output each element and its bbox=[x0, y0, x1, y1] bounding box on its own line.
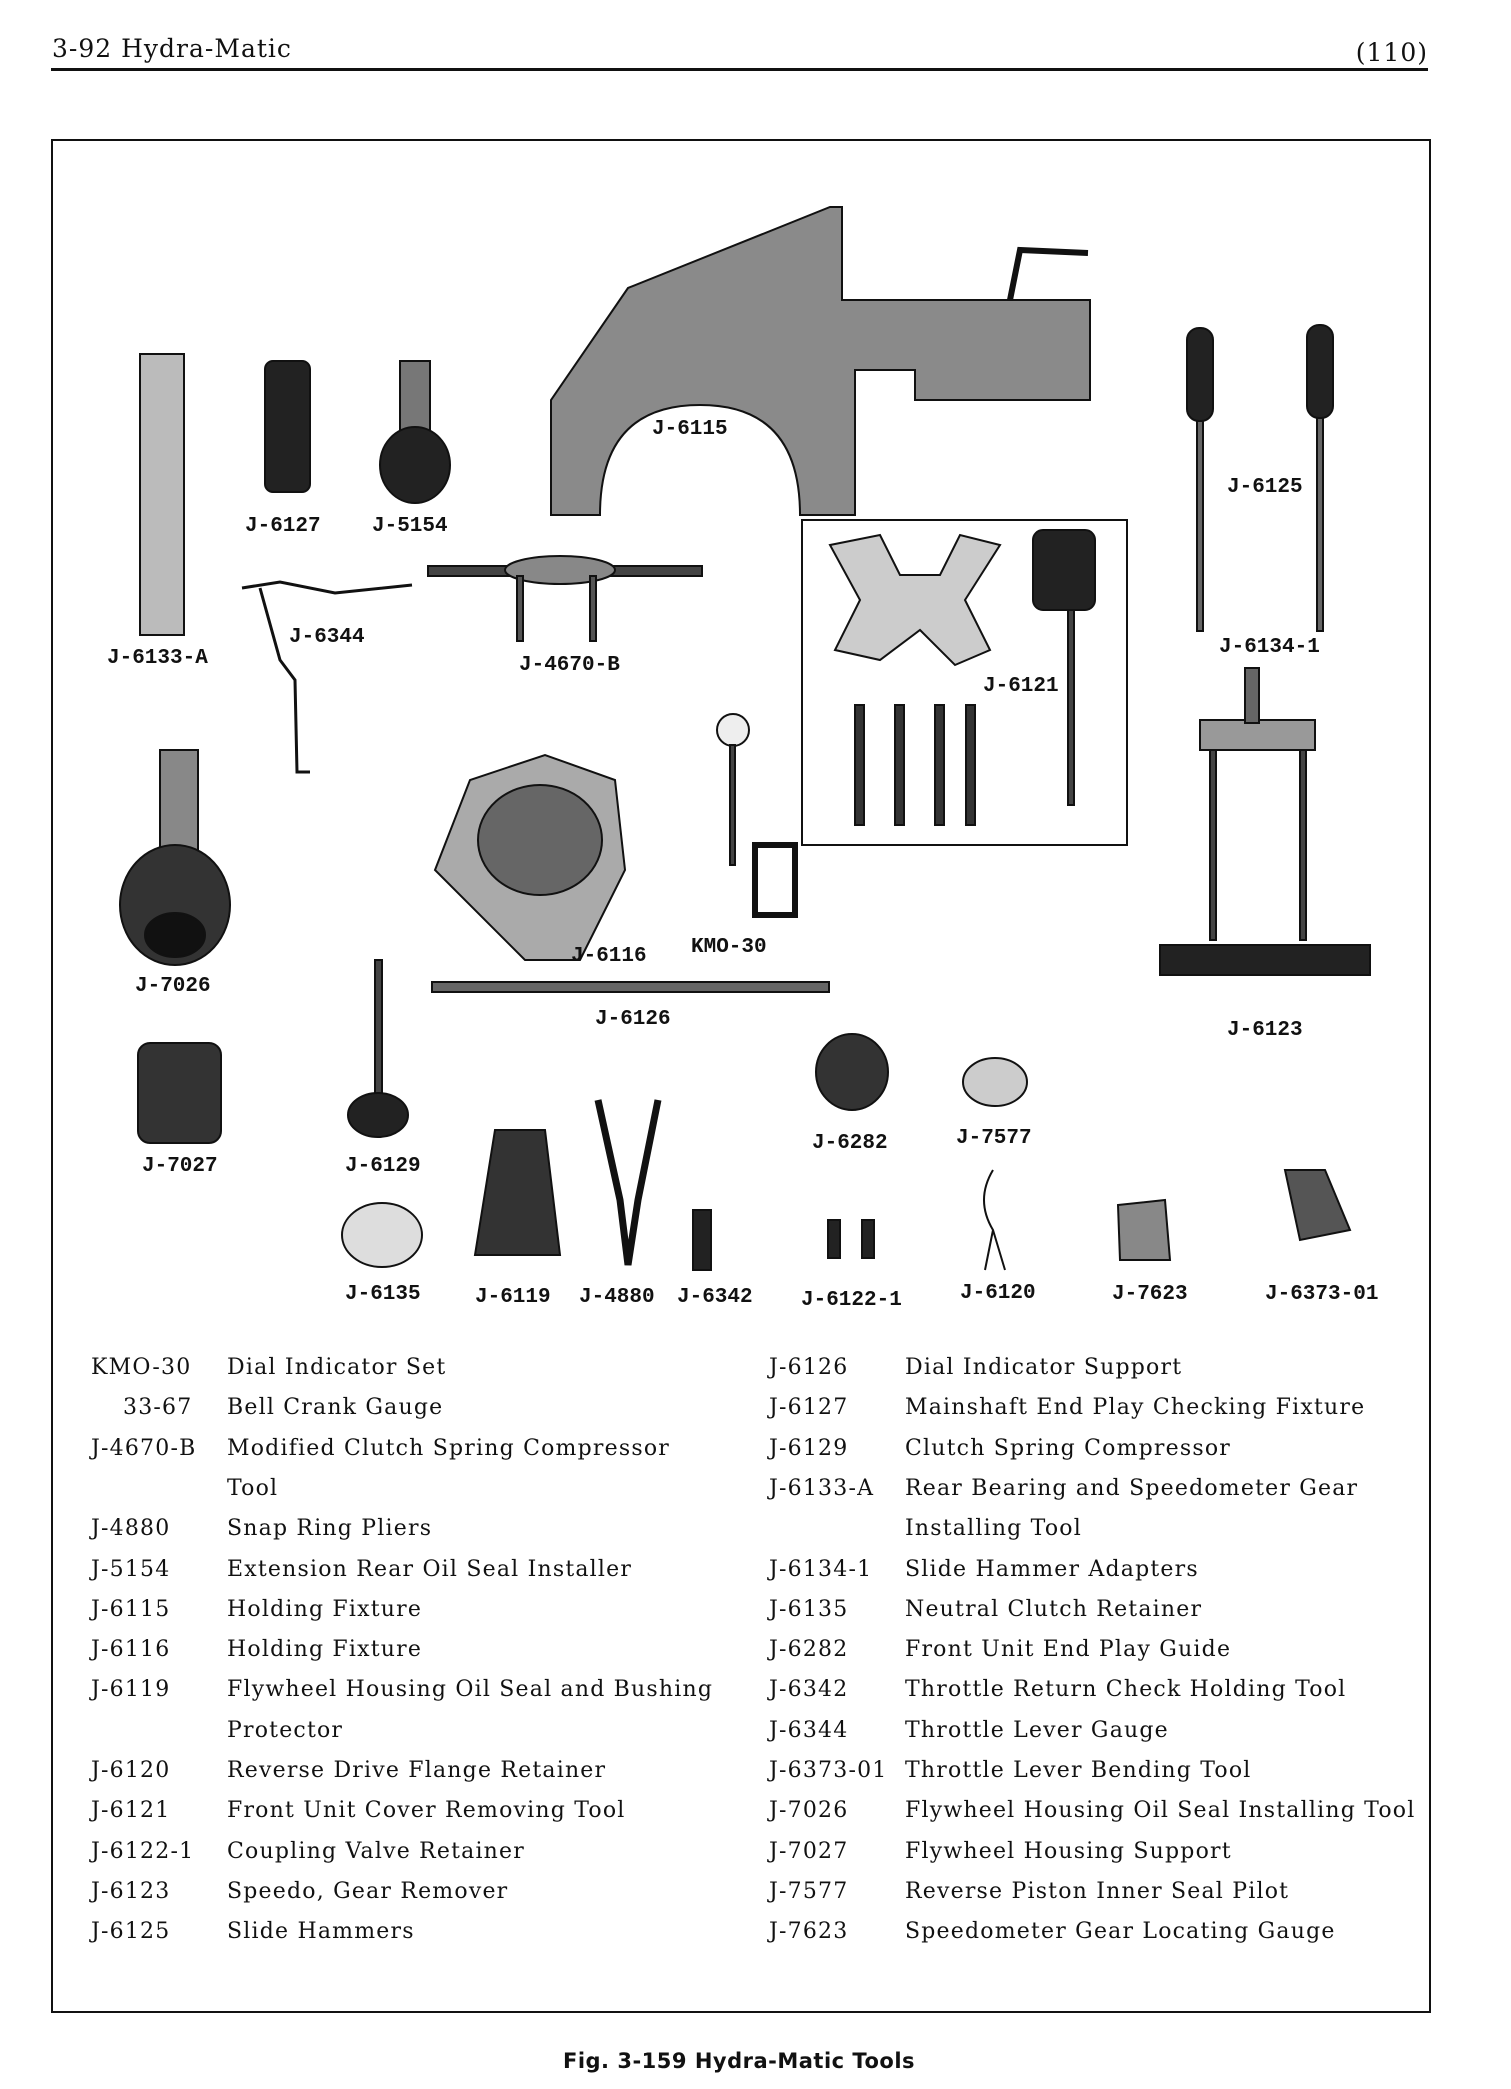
tool-description: Snap Ring Pliers bbox=[227, 1516, 433, 1542]
puller-frame-j6123 bbox=[1200, 720, 1315, 750]
figure-label: J-6119 bbox=[475, 1286, 551, 1309]
hammer-rod-1 bbox=[1197, 421, 1203, 631]
tool-description: Slide Hammer Adapters bbox=[905, 1556, 1199, 1582]
x-plate bbox=[830, 535, 1000, 665]
tool-code: KMO-30 bbox=[91, 1355, 192, 1380]
tool-code: J-6116 bbox=[91, 1637, 171, 1663]
tool-description: Front Unit Cover Removing Tool bbox=[227, 1798, 626, 1824]
guide-j6282 bbox=[816, 1034, 888, 1110]
cylinder-j6127 bbox=[265, 361, 310, 492]
bending-tool-j6373-01 bbox=[1285, 1170, 1350, 1240]
figure-label: J-7577 bbox=[956, 1127, 1032, 1150]
tool-code: J-6133-A bbox=[769, 1475, 875, 1501]
tool-description: Clutch Spring Compressor bbox=[905, 1435, 1232, 1461]
tool-code: J-4670-B bbox=[91, 1435, 197, 1461]
tool-description: Tool bbox=[227, 1475, 279, 1501]
figure-caption: Fig. 3-159 Hydra-Matic Tools bbox=[562, 2049, 916, 2073]
figure-label: J-6125 bbox=[1227, 476, 1303, 499]
tool-description: Speedometer Gear Locating Gauge bbox=[905, 1919, 1336, 1945]
tool-description: Dial Indicator Support bbox=[905, 1355, 1183, 1380]
shaft-j5154 bbox=[400, 361, 430, 431]
tool-code: J-6129 bbox=[769, 1435, 849, 1461]
retainer-j6122-1 bbox=[828, 1220, 840, 1258]
figure-label: J-6116 bbox=[571, 945, 647, 968]
tool-description: Front Unit End Play Guide bbox=[905, 1637, 1232, 1663]
tool-code: J-6119 bbox=[91, 1677, 171, 1703]
gauge-j7623 bbox=[1118, 1200, 1170, 1260]
pilot-j7577 bbox=[963, 1058, 1027, 1106]
tool-code: J-7027 bbox=[769, 1838, 849, 1864]
tool-description: Throttle Return Check Holding Tool bbox=[905, 1677, 1347, 1703]
tool-description: Slide Hammers bbox=[227, 1919, 415, 1945]
tool-description: Flywheel Housing Oil Seal Installing Tool bbox=[905, 1798, 1416, 1824]
tool-j6342 bbox=[693, 1210, 711, 1270]
figure-label: J-6121 bbox=[983, 675, 1059, 698]
hammer-handle-1 bbox=[1187, 328, 1213, 421]
tool-code: J-6123 bbox=[91, 1878, 171, 1904]
figure-label: J-6344 bbox=[289, 626, 365, 649]
tool-code: J-7026 bbox=[769, 1798, 849, 1824]
tool-description: Neutral Clutch Retainer bbox=[905, 1596, 1203, 1622]
figure-label: J-6282 bbox=[812, 1132, 888, 1155]
tool-code: J-7577 bbox=[769, 1878, 849, 1904]
tool-description: Flywheel Housing Support bbox=[905, 1838, 1232, 1864]
seal-installer-j5154 bbox=[380, 427, 450, 503]
tool-code: J-6125 bbox=[91, 1919, 171, 1945]
hammer-handle-2 bbox=[1307, 325, 1333, 418]
tool-code: J-6135 bbox=[769, 1596, 849, 1622]
dial-indicator bbox=[717, 714, 749, 746]
tool-description: Flywheel Housing Oil Seal and Bushing bbox=[227, 1677, 714, 1703]
hammer-rod-2 bbox=[1317, 418, 1323, 631]
figure-label: J-6135 bbox=[345, 1283, 421, 1306]
tool-code: J-7623 bbox=[769, 1919, 849, 1945]
tool-description: Installing Tool bbox=[905, 1516, 1082, 1542]
figure-label: J-6133-A bbox=[107, 647, 208, 670]
pliers-j4880 bbox=[598, 1100, 658, 1265]
tool-description: Reverse Piston Inner Seal Pilot bbox=[905, 1878, 1290, 1904]
rod-j6126 bbox=[432, 982, 829, 992]
retainer-j6120 bbox=[984, 1170, 1005, 1270]
tool-code: J-4880 bbox=[91, 1516, 171, 1542]
figure-label: J-4670-B bbox=[519, 654, 620, 677]
figure-label: J-7623 bbox=[1112, 1283, 1188, 1306]
tool-code: J-6127 bbox=[769, 1395, 849, 1421]
tool-description: Holding Fixture bbox=[227, 1596, 423, 1622]
support-j7027 bbox=[138, 1043, 221, 1143]
tool-description: Dial Indicator Set bbox=[227, 1355, 447, 1380]
figure-label: J-6115 bbox=[652, 418, 728, 441]
figure-label: J-6127 bbox=[245, 515, 321, 538]
page-section-header: 3-92 Hydra-Matic bbox=[52, 34, 292, 63]
wire-gauge-j6344 bbox=[242, 582, 412, 593]
tool-description: Coupling Valve Retainer bbox=[227, 1838, 525, 1864]
figure-label: J-5154 bbox=[372, 515, 448, 538]
tool-description: Reverse Drive Flange Retainer bbox=[227, 1758, 607, 1783]
tool-description: Speedo, Gear Remover bbox=[227, 1878, 509, 1904]
holding-fixture-j6115 bbox=[551, 207, 1090, 515]
figure-label: J-6129 bbox=[345, 1155, 421, 1178]
page-number: (110) bbox=[1355, 38, 1428, 67]
retainer-j6135 bbox=[342, 1203, 422, 1267]
figure-label: J-6342 bbox=[677, 1286, 753, 1309]
rod-j6129 bbox=[375, 960, 382, 1110]
protector-j6119 bbox=[475, 1130, 560, 1255]
tool-description: Protector bbox=[227, 1717, 344, 1743]
figure-label: KMO-30 bbox=[691, 936, 767, 959]
figure-label: J-4880 bbox=[579, 1286, 655, 1309]
tool-description: Throttle Lever Bending Tool bbox=[905, 1758, 1252, 1783]
tool-code: J-6373-01 bbox=[769, 1758, 888, 1783]
tool-code: J-6122-1 bbox=[91, 1838, 195, 1864]
tool-code: J-6115 bbox=[91, 1596, 171, 1622]
figure-label: J-6123 bbox=[1227, 1019, 1303, 1042]
figure-label: J-6373-01 bbox=[1265, 1283, 1379, 1306]
tool-description: Throttle Lever Gauge bbox=[905, 1717, 1169, 1743]
tool-description: Mainshaft End Play Checking Fixture bbox=[905, 1395, 1366, 1421]
figure-label: J-6134-1 bbox=[1219, 636, 1320, 659]
tool-description: Rear Bearing and Speedometer Gear bbox=[905, 1475, 1359, 1501]
tool-code: J-6282 bbox=[769, 1637, 849, 1663]
tool-code: J-5154 bbox=[91, 1556, 171, 1582]
tool-code: J-6134-1 bbox=[769, 1556, 873, 1582]
tool-description: Modified Clutch Spring Compressor bbox=[227, 1435, 670, 1461]
tool-code: J-6342 bbox=[769, 1677, 849, 1703]
tool-code: J-6344 bbox=[769, 1717, 849, 1743]
figure-label: J-6122-1 bbox=[801, 1289, 902, 1312]
hex-key bbox=[1010, 250, 1088, 300]
tool-description: Extension Rear Oil Seal Installer bbox=[227, 1556, 633, 1582]
figure-label: J-7026 bbox=[135, 975, 211, 998]
figure-label: J-7027 bbox=[142, 1155, 218, 1178]
figure-label: J-6126 bbox=[595, 1008, 671, 1031]
tool-code: J-6126 bbox=[769, 1355, 849, 1380]
rod-j6133a bbox=[140, 354, 184, 635]
figure-label: J-6120 bbox=[960, 1282, 1036, 1305]
tool-code: 33-67 bbox=[123, 1395, 193, 1421]
tool-code: J-6121 bbox=[91, 1798, 171, 1824]
tool-description: Bell Crank Gauge bbox=[227, 1395, 444, 1421]
tool-code: J-6120 bbox=[91, 1758, 171, 1783]
tool-description: Holding Fixture bbox=[227, 1637, 423, 1663]
